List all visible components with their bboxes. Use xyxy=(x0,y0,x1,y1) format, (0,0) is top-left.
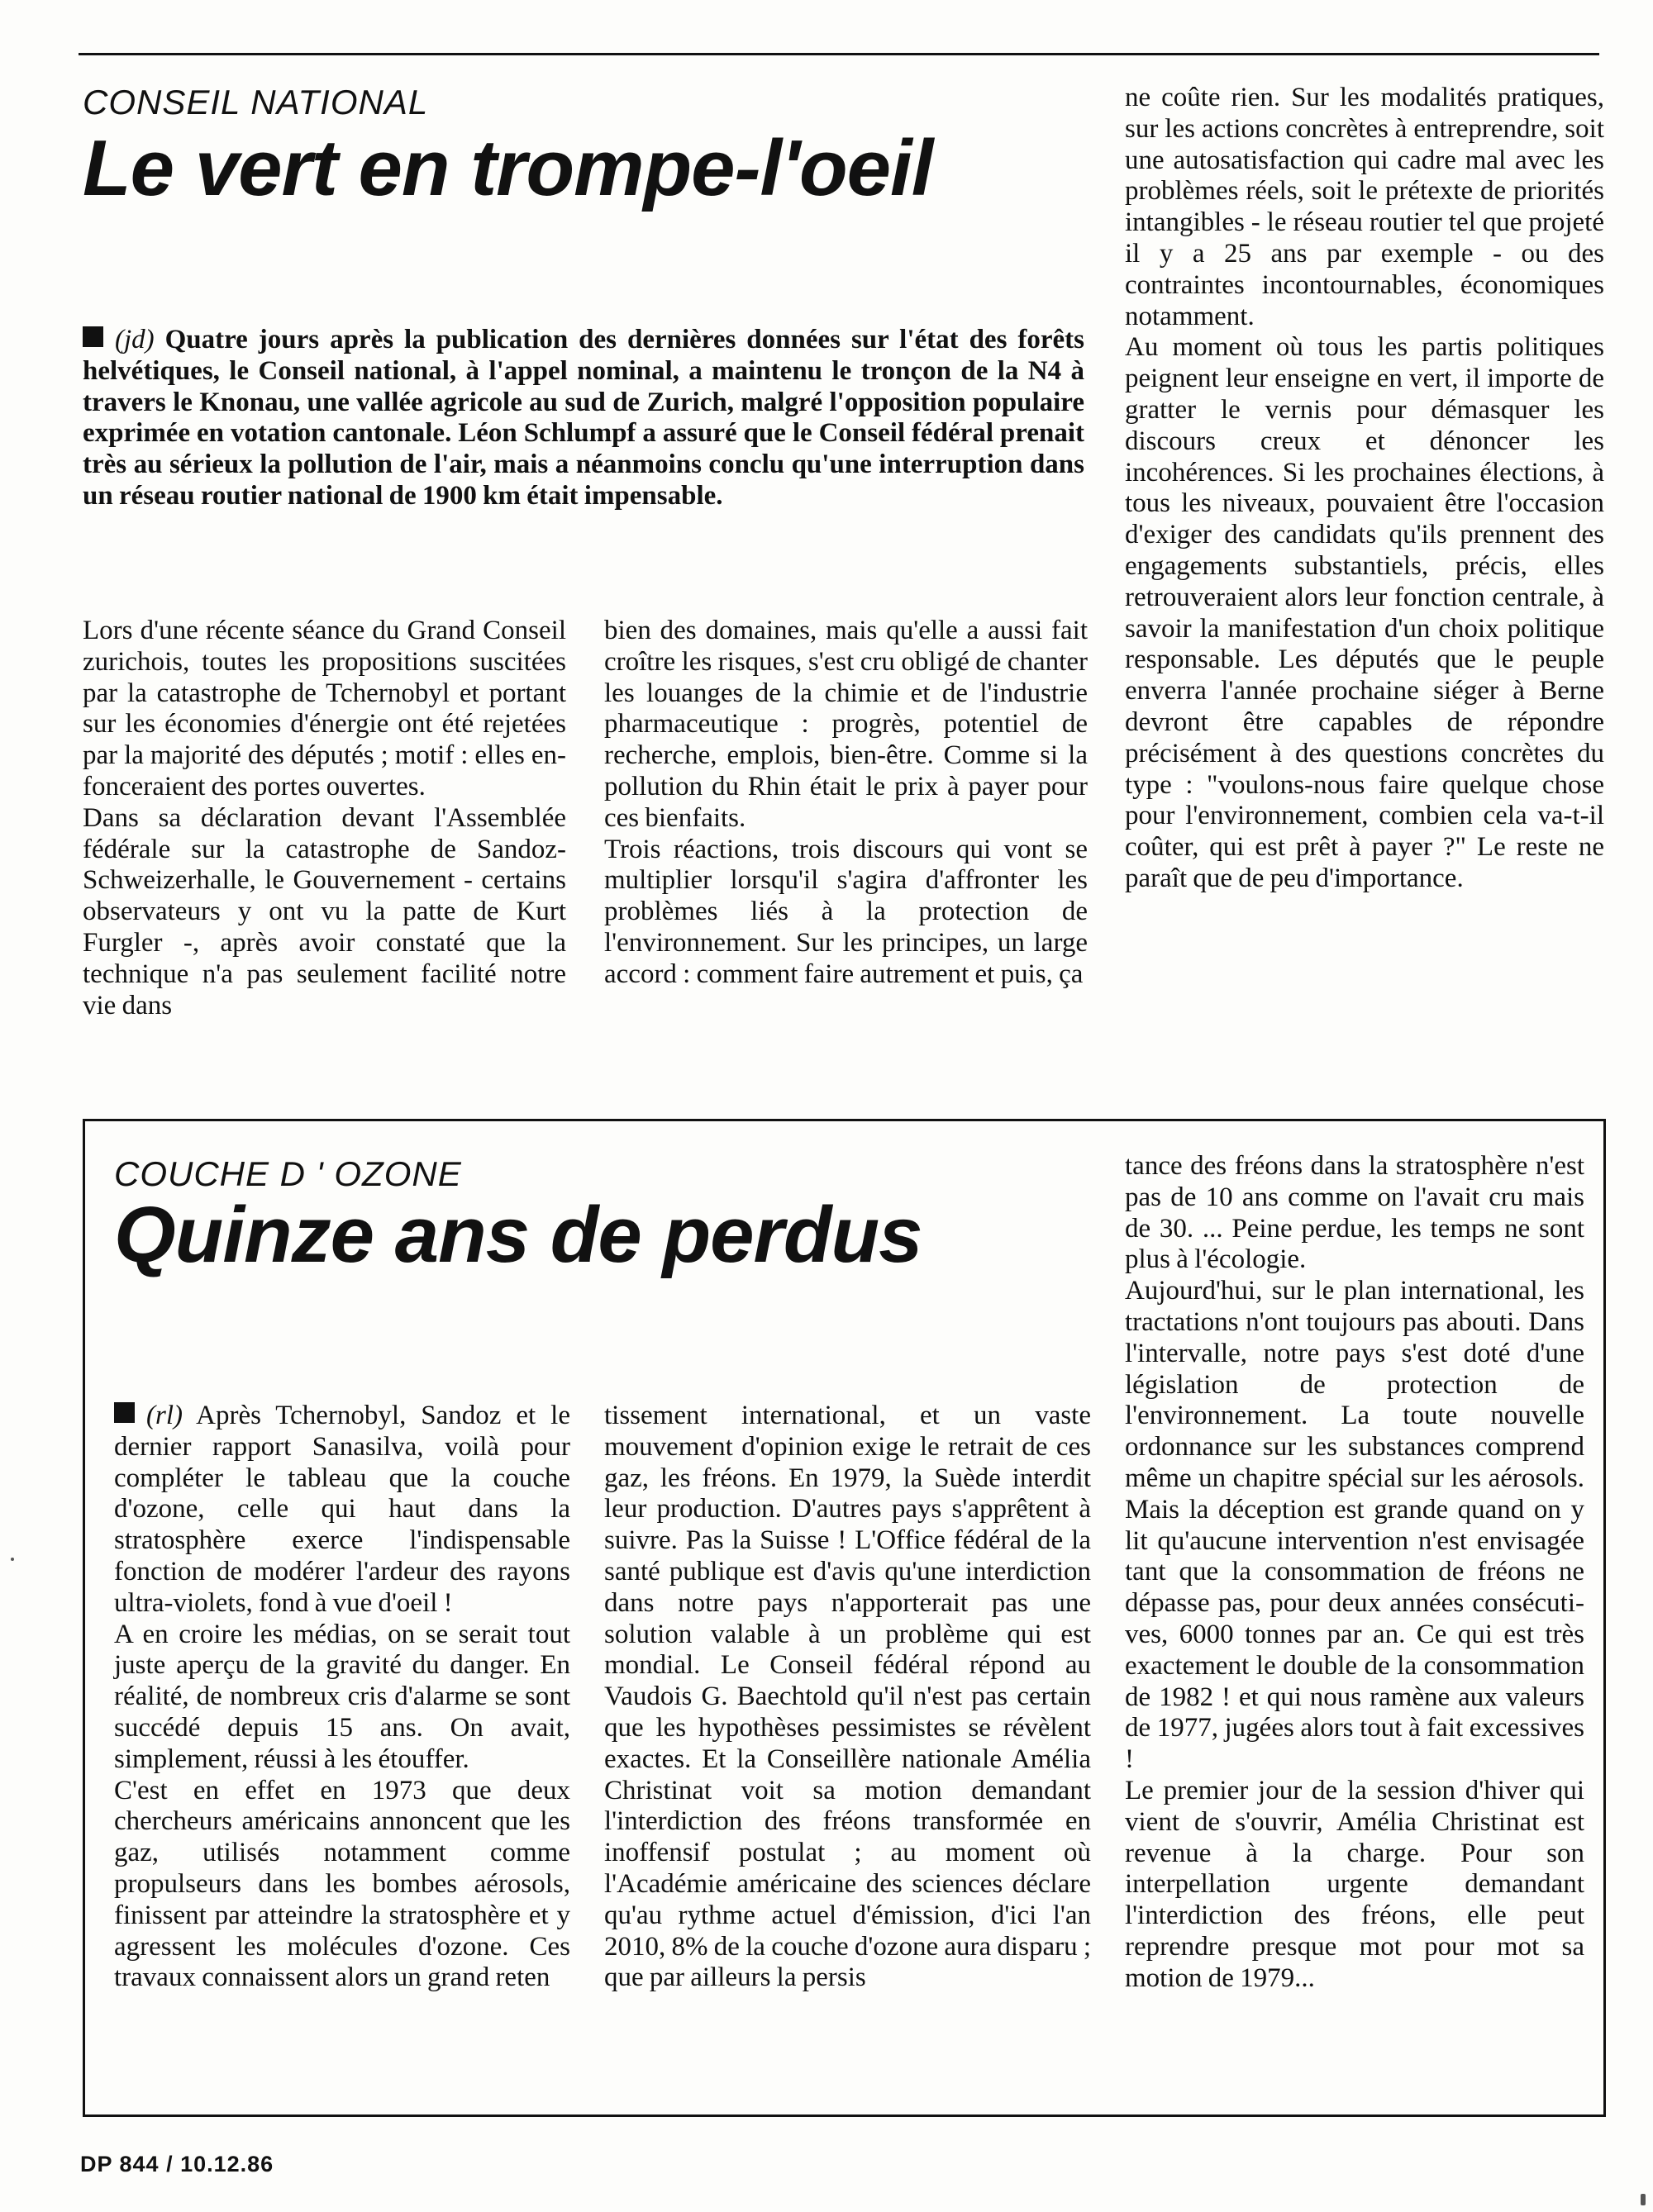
lead-square-icon xyxy=(114,1402,135,1423)
article2-kicker: COUCHE D ' OZONE xyxy=(114,1154,462,1193)
author-initials: (jd) xyxy=(115,325,155,354)
article1-kicker: CONSEIL NATIONAL xyxy=(83,83,429,121)
article1-column-1 xyxy=(83,616,566,1021)
top-rule xyxy=(79,53,1599,55)
article2-headline: Quinze ans de perdus xyxy=(114,1191,922,1279)
paragraph: Le premier jour de la session d'hiver qui vient de s'ouvrir, Amélia Christinat est revenue à la charge. Pour son interpellation urgente demandant l'interdiction des fréons, elle peut reprendre presque mot pour mot sa motion de 1979... xyxy=(1125,1775,1584,1993)
article2-column-3 xyxy=(1125,1151,1584,1995)
paragraph: Lors d'une récente séance du Grand Conseil zurichois, toutes les propositions suscitées par la catastrophe de Tchernobyl et portant sur les économies d'énergie ont été rejetées par la majorité des députés ; motif : elles enfonceraient des portes ouvertes. xyxy=(83,616,566,802)
paragraph xyxy=(114,1401,570,1620)
lead-square-icon xyxy=(83,326,103,347)
paragraph: tance des fréons dans la stratosphère n'est pas de 10 ans comme on l'avait cru mais de 30. ... Peine perdue, les temps ne sont plus à l'écologie. xyxy=(1125,1151,1584,1275)
article1-headline: Le vert en trompe-l'oeil xyxy=(83,124,933,212)
lead-text: Quatre jours après la publication des dernières données sur l'état des forêts helvétiques, le Conseil national, à l'appel nominal, a maintenu le tronçon de la N4 à travers le Knonau, une vallée agricole au sud de Zurich, malgré l'opposition populaire exprimée en votation cantonale. Léon Schlumpf a assuré que le Conseil fédéral prenait très au sérieux la pollution de l'air, mais a néanmoins conclu qu'une interruption dans un réseau routier national de 1900 km était impensable. xyxy=(83,325,1084,511)
paragraph: Dans sa déclaration devant l'Assemblée fédérale sur la catastrophe de Sandoz-Schweizerhalle, le Gouvernement - certains observateurs y ont vu la patte de Kurt Furgler -, après avoir constaté que la technique n'a pas seulement facilité notre vie dans xyxy=(83,802,566,1020)
author-initials: (rl) xyxy=(146,1401,183,1430)
article1-column-3 xyxy=(1125,83,1604,895)
paragraph: C'est en effet en 1973 que deux chercheurs américains annoncent que les gaz, utilisés notamment comme propulseurs dans les bombes aérosols, finissent par atteindre la stratosphère et y agressent les molécules d'ozone. Ces travaux connaissent alors un grand reten xyxy=(114,1775,570,1993)
scan-speck xyxy=(11,1558,14,1561)
article1-lead xyxy=(83,325,1084,512)
paragraph: A en croire les médias, on se serait tout juste aperçu de la gravité du danger. En réalité, de nombreux cris d'alarme se sont succédé depuis 15 ans. On avait, simplement, réussi à les étouffer. xyxy=(114,1619,570,1774)
paragraph: tissement international, et un vaste mouvement d'opinion exige le retrait de ces gaz, les fréons. En 1979, la Suède interdit leur production. D'autres pays s'apprêtent à suivre. Pas la Suisse ! L'Office fédéral de la santé publique est d'avis qu'une interdiction dans notre pays n'apporterait pas une solution valable à un problème qui est mondial. Le Conseil fédéral répond au Vaudois G. Baechtold qu'il n'est pas certain que les hypothèses pessimistes se révèlent exactes. Et la Conseillère nationale Amélia Christinat voit sa motion demandant l'interdiction des fréons transformée en inoffensif postulat ; au moment où l'Académie américaine des sciences déclare qu'au rythme actuel d'émission, d'ici l'an 2010, 8% de la couche d'ozone aura disparu ; que par ailleurs la persis xyxy=(604,1401,1091,1993)
paragraph: Trois réactions, trois discours qui vont se multiplier lorsqu'il s'agira d'affronter les problèmes liés à la protection de l'environnement. Sur les principes, un large accord : comment faire autrement et puis, ça xyxy=(604,834,1088,989)
article2-column-2 xyxy=(604,1401,1091,1994)
article2-column-1 xyxy=(114,1401,570,1994)
issue-footer: DP 844 / 10.12.86 xyxy=(80,2152,274,2176)
scan-speck xyxy=(1641,2194,1646,2205)
paragraph: ne coûte rien. Sur les modalités pratiques, sur les actions concrètes à entreprendre, soit une autosatisfaction qui cadre mal avec les problèmes réels, soit le prétexte de priorités intangibles - le réseau routier tel que projeté il y a 25 ans par exemple - ou des contraintes incontournables, économiques notamment. xyxy=(1125,83,1604,331)
paragraph: bien des domaines, mais qu'elle a aussi fait croître les risques, s'est cru obligé de chanter les louanges de la chimie et de l'industrie pharmaceutique : progrès, potentiel de recherche, emplois, bien-être. Comme si la pollution du Rhin était le prix à payer pour ces bienfaits. xyxy=(604,616,1088,833)
lead-text: Après Tchernobyl, Sandoz et le dernier rapport Sanasilva, voilà pour compléter le tableau que la couche d'ozone, celle qui haut dans la stratosphère exerce l'indispensable fonction de modérer l'ardeur des rayons ultra-violets, fond à vue d'oeil ! xyxy=(114,1401,570,1618)
paragraph: Au moment où tous les partis politiques peignent leur enseigne en vert, il importe de gratter le vernis pour démasquer les discours creux et dénoncer les incohérences. Si les prochaines élections, à tous les niveaux, pouvaient être l'occasion d'exiger des candidats qu'ils prennent des engagements substantiels, précis, elles retrouveraient alors leur fonction centrale, à savoir la manifestation d'un choix politique responsable. Les députés que le peuple enverra l'année prochaine siéger à Berne devront être capables de répondre précisément à des questions concrètes du type : "voulons-nous faire quelque chose pour l'environnement, combien cela va-t-il coûter, qui est prêt à payer ?" Le reste ne paraît que de peu d'importance. xyxy=(1125,332,1604,893)
paragraph: Aujourd'hui, sur le plan international, les tractations n'ont toujours pas abouti. Dans l'intervalle, notre pays s'est doté d'une législation de protection de l'environnement. La toute nouvelle ordonnance sur les substances comprend même un chapitre spécial sur les aérosols. Mais la déception est grande quand on y lit qu'aucune intervention n'est envisagée tant que la consommation de fréons ne dépasse pas, pour deux années consécutives, 6000 tonnes par an. Ce qui est très exactement le double de la consommation de 1982 ! et qui nous ramène aux valeurs de 1977, jugées alors tout à fait excessives ! xyxy=(1125,1276,1584,1775)
article1-column-2 xyxy=(604,616,1088,991)
